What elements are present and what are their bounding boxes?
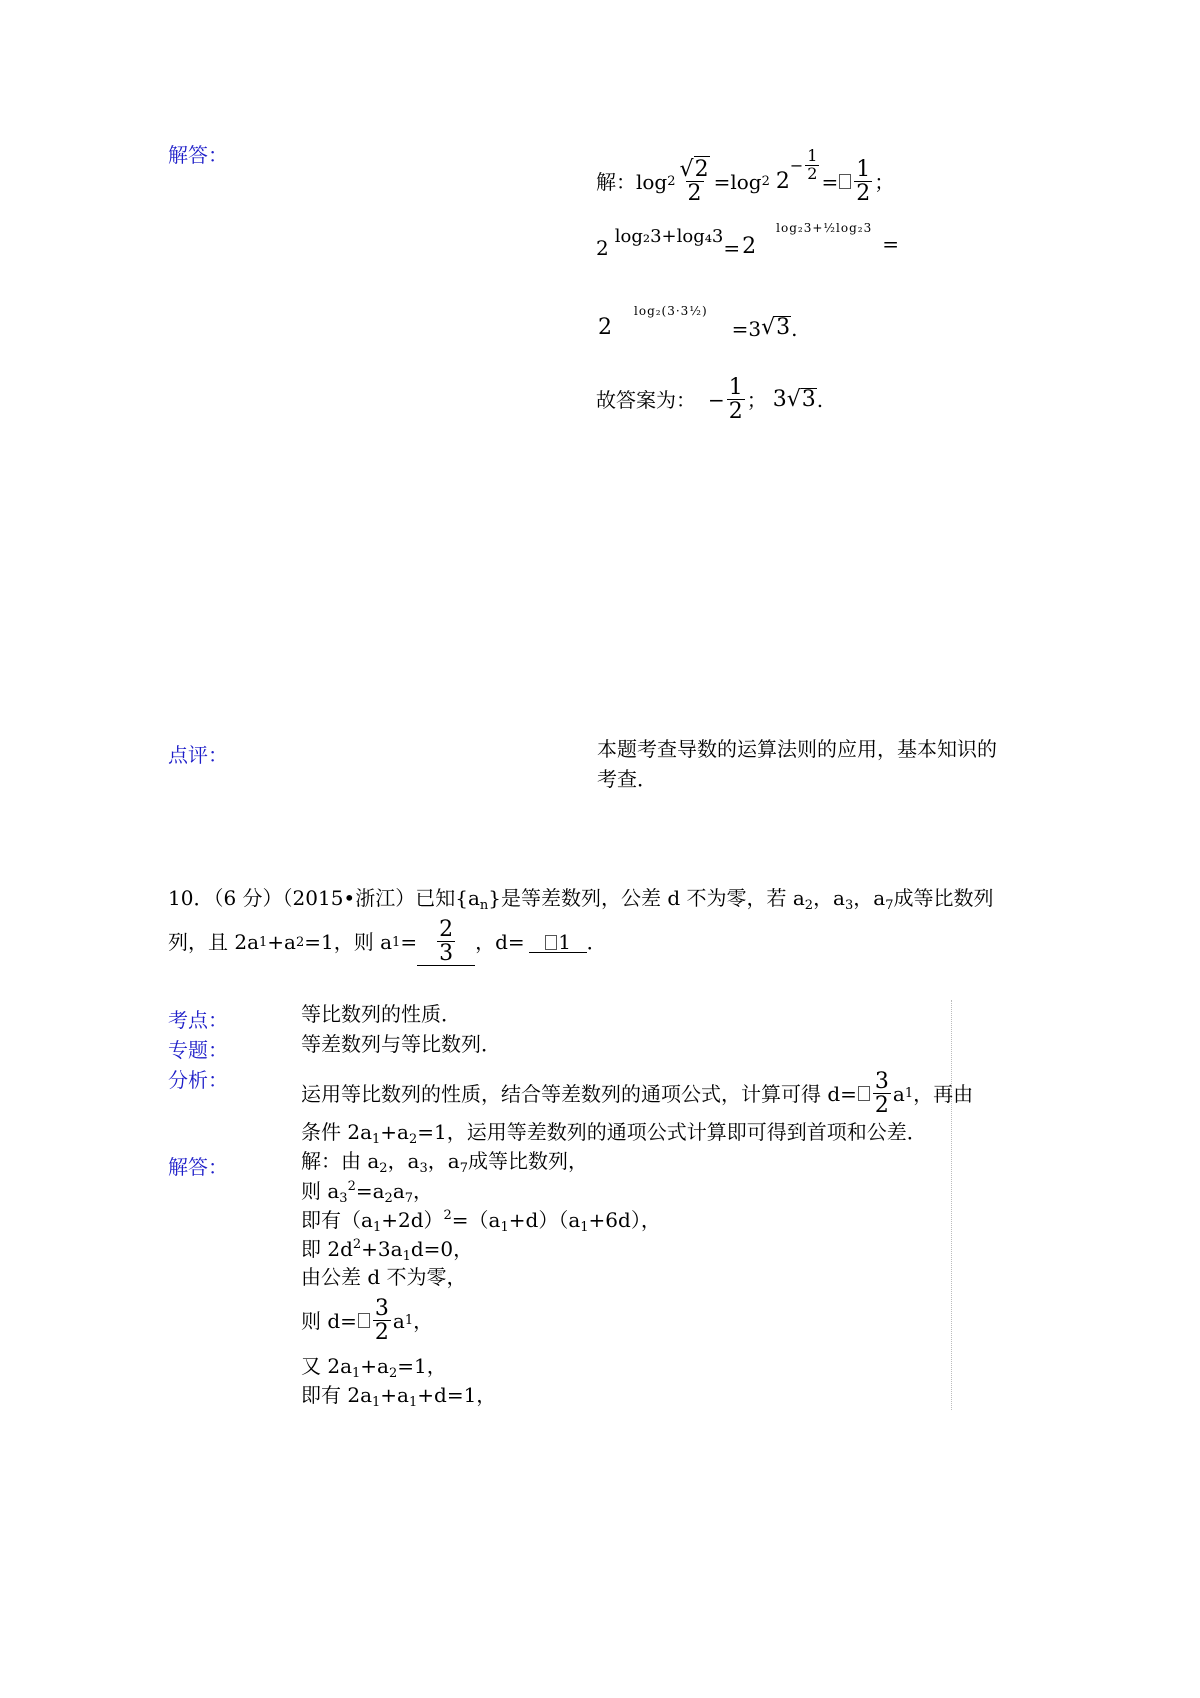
minus-placeholder-icon [839,174,851,189]
sol9-eq: = [821,169,839,194]
sol10-l8tail: +d=1， [417,1383,497,1407]
topic-label: 专题： [168,1038,228,1062]
sol10-l3c: =（a [451,1208,501,1232]
sol9-jie: 解：log [596,169,668,194]
sol10-line6 [301,1297,433,1344]
answer-blank-a1 [417,918,475,966]
sol10-l2c: a [392,1179,405,1203]
q10-l2a: 列，且 2a [168,930,260,955]
q10-line2 [168,918,607,966]
q10-sub2: 2 [804,898,814,913]
analysis-label: 分析： [168,1068,228,1092]
sol9-l3-base: 2 [598,315,612,340]
sol9-eq-log: =log [713,169,762,194]
minus-placeholder-icon [358,1313,370,1328]
sol10-l6b: a [392,1308,405,1333]
sol10-l6num: 3 [374,1296,389,1321]
sol9-l3-end: . [791,317,798,341]
sol9-den: 2 [687,181,702,207]
fenxi-l2tail: =1，运用等差数列的通项公式计算即可得到首项和公差． [417,1120,927,1144]
q10-prefix: 10．（6 分）（2015•浙江）已知{a [168,886,480,910]
sol9-log-base2: 2 [761,174,770,190]
fenxi-tail: ，再由 [913,1081,974,1106]
q10-l2-sub2: 2 [295,934,305,950]
sol10-l1b: ，a [387,1149,420,1173]
q10-sub-n: n [479,898,489,913]
margin-dotted-line [951,1000,952,1410]
q10-blank2: 1 [558,929,571,954]
sol9-l2-base2: 2 [742,234,757,259]
sol10-l2tail: ， [413,1179,434,1203]
fenxi-l2a: 条件 2a [301,1120,373,1144]
sol10-l6s1: 1 [404,1313,414,1329]
sol10-line3 [301,1209,661,1234]
fenxi-num: 3 [874,1069,889,1094]
sol10-l1s7: 7 [459,1161,468,1176]
sol10-l7tail: =1， [397,1354,447,1378]
sol9-pow-base: 2 [775,168,790,194]
sol10-line5: 由公差 d 不为零， [301,1265,467,1289]
sol9-ans-end: . [816,387,824,412]
sol10-line1 [301,1151,588,1175]
sol10-l4sup: 2 [352,1237,362,1252]
sol9-l3-exp: log₂(3·3½) [634,304,708,318]
sol9-half-num: 1 [856,157,871,182]
sol9-answer-prefix: 故答案为： [596,387,696,412]
sol10-l7a: 又 2a [301,1354,353,1378]
q10-tail1: 成等比数列 [893,886,994,910]
q10-l2-eq: =1，则 a [304,930,393,955]
sol10-l8s1: 1 [372,1395,381,1410]
sol10-l4b: +3a [361,1237,403,1261]
sol9-exp-den: 2 [807,164,818,184]
sol10-l8s1b: 1 [408,1395,418,1410]
fenxi-line1 [301,1070,973,1117]
sol10-l1c: ，a [427,1149,460,1173]
sol10-l3sup: 2 [443,1208,452,1223]
sol9-l2-tail: = [882,232,899,256]
q10-l2-sub1: 1 [259,934,268,950]
sol10-l7b: +a [360,1354,389,1378]
sol9-ans-minus: − [708,387,725,412]
q10-l2-plus: +a [267,930,296,955]
solution-label: 解答： [168,143,228,167]
solution-label-10: 解答： [168,1155,228,1179]
sol10-l4a: 即 2d [301,1237,353,1261]
q10-comma2: ，a [853,886,886,910]
sol9-line3: 2 log₂(3·3½) =3 √ 3 . [598,304,798,341]
q10-l2-end: ． [586,930,607,955]
sol10-l8a: 即有 2a [301,1383,373,1407]
sol10-l6tail: ， [413,1308,434,1333]
minus-placeholder-icon [858,1086,870,1101]
q10-comma1: ，a [813,886,845,910]
fenxi-den: 2 [874,1093,889,1119]
sol10-l1s3: 3 [419,1161,428,1176]
sol9-frac-sqrt2: $\frac{√2}{2}$ [679,157,709,207]
sol10-l3b: +2d） [381,1208,444,1232]
sol9-ans-rad: 3 [801,387,816,413]
sol9-sqrt-num: 2 [694,157,709,182]
sol9-ans-frac [727,376,745,423]
q10-sub7: 7 [885,898,894,913]
q10-line1 [168,888,994,912]
sol10-l2sup: 2 [347,1179,356,1194]
sol10-line4 [301,1238,473,1263]
sol10-l1tail: 成等比数列， [468,1149,588,1173]
sol10-l7s2: 2 [388,1366,398,1381]
sol10-l6a: 则 d= [301,1308,357,1333]
q10-blank1-den: 3 [439,941,454,967]
sol10-l4tail: d=0， [410,1237,474,1261]
fenxi-a1: a [892,1081,905,1106]
q10-blank1-num: 2 [439,917,454,942]
fenxi-l2s2: 2 [408,1132,418,1147]
sol9-semi: ； [874,169,895,194]
q10-sub3: 3 [845,898,854,913]
q10-l2-eq2: = [400,930,418,955]
sol9-exp-num: 1 [807,146,818,166]
sol10-l3a: 即有（a [301,1208,373,1232]
sol10-l2s2: 2 [384,1191,393,1206]
q10-mid1: }是等差数列，公差 d 不为零，若 a [488,886,805,910]
minus-placeholder-icon [545,935,557,950]
sol9-half [854,158,872,205]
zhuanti-text: 等差数列与等比数列． [301,1032,501,1056]
sol10-l6den: 2 [374,1320,389,1346]
answer-blank-d [529,929,587,954]
q10-l2-d: ，d= [475,930,525,955]
sol9-l2-eq: = [723,236,741,260]
sol10-l3s1: 1 [372,1220,382,1235]
sol9-l2-exp: log₂3+log₄3 [614,226,724,247]
sol9-ans-sep: ； [746,387,767,412]
sol10-l3tail: +6d）， [588,1208,661,1232]
sol9-ans-coef: 3 [772,386,787,412]
sol10-l2b: =a [355,1179,385,1203]
sol9-half-den: 2 [856,181,871,207]
sol10-l2s7: 7 [404,1191,414,1206]
comment-line2: 考查． [597,767,657,791]
sol10-l2s3: 3 [339,1191,348,1206]
sol10-l8b: +a [380,1383,409,1407]
sol10-line2 [301,1180,433,1205]
fenxi-line2 [301,1122,927,1146]
sol10-l1s2: 2 [379,1161,388,1176]
fenxi-l2s1: 1 [372,1132,381,1147]
sol9-ans-num: 1 [728,375,743,400]
sol10-line8 [301,1385,496,1409]
fenxi-l2b: +a [380,1120,409,1144]
sol10-l4s1: 1 [402,1249,411,1264]
sol10-l3d: +d）（a [508,1208,581,1232]
sol10-l3s1c: 1 [580,1220,589,1235]
sol9-l3-res: =3 [731,317,762,341]
sol10-l7s1: 1 [352,1366,361,1381]
sol9-log-base: 2 [667,174,676,190]
sol9-answer: 故答案为： − $\frac{1}{2}$ ； 3 √ 3 . [596,375,824,425]
knowledge-point-label: 考点： [168,1008,228,1032]
sol9-l2-base: 2 [596,236,609,260]
sol10-l2a: 则 a [301,1179,340,1203]
comment-label: 点评： [168,743,228,767]
sol9-exponent: − $\frac{1}{2}$ [789,146,818,184]
comment-line1: 本题考查导数的运算法则的应用，基本知识的 [597,737,997,761]
sol10-line7 [301,1356,447,1380]
sol9-line2 [596,221,899,260]
fenxi-l1a: 运用等比数列的性质，结合等差数列的通项公式，计算可得 d= [301,1081,857,1106]
sol9-l3-rad: 3 [776,315,791,340]
sol9-line1 [596,146,895,207]
sol9-ans-den: 2 [728,399,743,425]
fenxi-sub: 1 [904,1086,914,1102]
sol10-l1a: 解：由 a [301,1149,380,1173]
q10-l2-sub1b: 1 [392,934,401,950]
sol9-l2-rhs-exp: log₂3+½log₂3 [776,221,873,235]
sol10-l3s1b: 1 [500,1220,509,1235]
kaodian-text: 等比数列的性质． [301,1002,461,1026]
